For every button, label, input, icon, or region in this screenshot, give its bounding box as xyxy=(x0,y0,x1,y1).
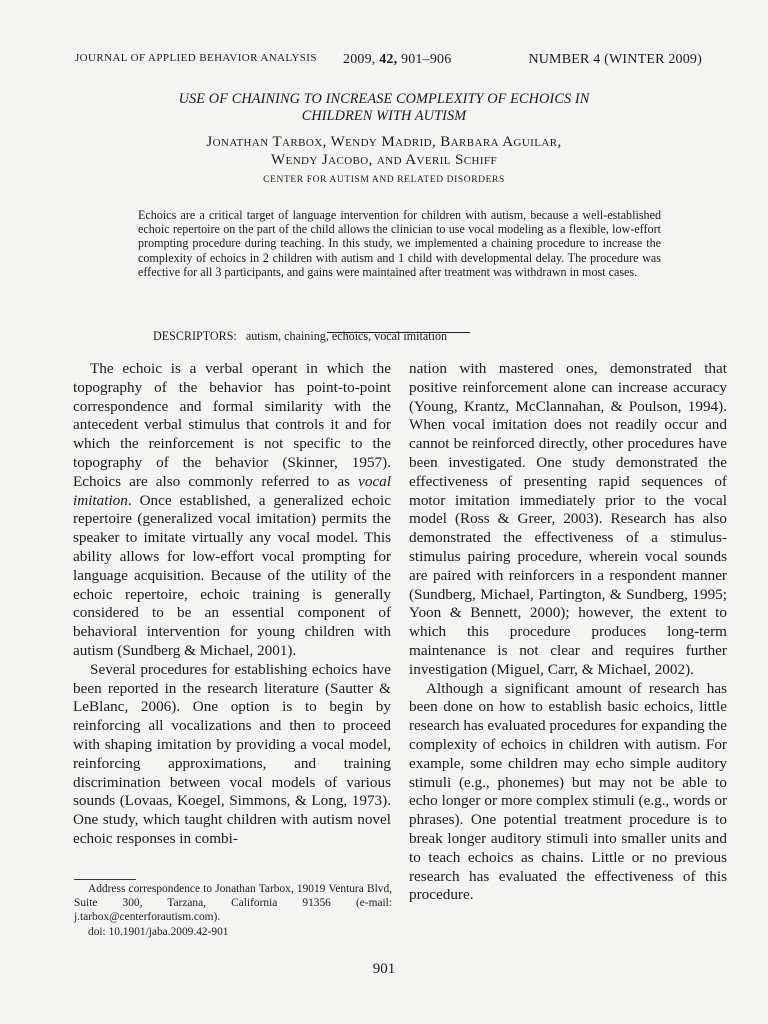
correspondence-address: Address correspondence to Jonathan Tarbox, 19019 Ventura Blvd, Suite 300, Tarzana, California 91356 (e-mail: j.tarbox@centerforautism.com). xyxy=(74,883,392,924)
page-number: 901 xyxy=(372,961,396,977)
paragraph: Although a significant amount of research has been done on how to establish basic echoics, little research has evaluated procedures for expanding the complexity of echoics in children with autism. For example, some children may echo simple auditory stimuli (e.g., phonemes) but may not be able to echo longer or more complex stimuli (e.g., words or phrases). One potential treatment procedure is to break longer auditory stimuli into smaller units and to teach echoics as chains. Little or no previous research has evaluated the effectiveness of this procedure. xyxy=(409,679,727,904)
footnote xyxy=(74,882,392,939)
title-line-1: USE OF CHAINING TO INCREASE COMPLEXITY OF ECHOICS IN xyxy=(178,91,590,107)
body-column-right xyxy=(409,360,727,905)
doi: doi: 10.1901/jaba.2009.42-901 xyxy=(88,925,229,938)
paragraph-text: . Once established, a generalized echoic repertoire (generalized vocal imitation) permits the speaker to imitate virtually any vocal model. This ability allows for low-effort vocal prompting for language acquisition. Because of the utility of the echoic repertoire, echoic training is generally considered to be an essential component of behavioral intervention for young children with autism (Sundberg & Michael, 2001). xyxy=(73,491,391,659)
descriptors-label: DESCRIPTORS: xyxy=(153,329,237,343)
paragraph: Several procedures for establishing echoics have been reported in the research literature (Sautter & LeBlanc, 2006). One option is to begin by reinforcing all vocalizations and then to proceed with shaping imitation by providing a vocal model, reinforcing approximations, and training discrimination between vocal models of various sounds (Lovaas, Koegel, Simmons, & Long, 1973). One study, which taught children with autism novel echoic responses in combi- xyxy=(73,660,391,847)
year: 2009, xyxy=(343,52,376,67)
article-title xyxy=(60,91,708,124)
volume: 42, xyxy=(379,52,398,67)
emphasized-term: vocal imitation xyxy=(73,472,391,509)
paragraph xyxy=(73,360,391,661)
descriptors-terms: autism, chaining, echoics, vocal imitation xyxy=(245,329,448,343)
affiliation: CENTER FOR AUTISM AND RELATED DISORDERS xyxy=(263,175,505,185)
journal-name: JOURNAL OF APPLIED BEHAVIOR ANALYSIS xyxy=(75,52,317,64)
title-line-2: CHILDREN WITH AUTISM xyxy=(301,107,467,124)
volume-info xyxy=(343,52,451,68)
author-list xyxy=(60,133,708,169)
footnote-divider xyxy=(74,879,136,880)
body-column-left xyxy=(73,360,391,849)
paragraph-text: The echoic is a verbal operant in which the topography of the behavior has point-to-point correspondence and formal similarity with the antecedent verbal stimulus that controls it and for which the reinforcement is not specific to the topography of the behavior (Skinner, 1957). Echoics are also commonly referred to as xyxy=(73,360,391,490)
paragraph: nation with mastered ones, demonstrated that positive reinforcement alone can increase accuracy (Young, Krantz, McClannahan, & Poulson, 1994). When vocal imitation does not readily occur and cannot be reinforced directly, other procedures have been investigated. One study demonstrated the effectiveness of presenting rapid sequences of motor imitation immediately prior to the vocal model (Ross & Greer, 2003). Research has also demonstrated the effectiveness of a stimulus-stimulus pairing procedure, wherein vocal sounds are paired with reinforcers in a respondent manner (Sundberg, Michael, Partington, & Sundberg, 1995; Yoon & Bennett, 2000); however, the extent to which this procedure produces long-term maintenance is not clear and requires further investigation (Miguel, Carr, & Michael, 2002). xyxy=(409,360,727,678)
abstract: Echoics are a critical target of language intervention for children with autism, because a well-established echoic repertoire on the part of the child allows the clinician to use vocal modeling as a flexible, low-effort prompting procedure during teaching. In this study, we implemented a chaining procedure to increase the complexity of echoics in 2 children with autism and 1 child with developmental delay. The procedure was effective for all 3 participants, and gains were maintained after treatment was withdrawn in most cases. xyxy=(138,208,661,279)
page-range: 901–906 xyxy=(401,52,452,67)
authors-line-1: Jonathan Tarbox, Wendy Madrid, Barbara Aguilar, xyxy=(206,134,562,150)
issue-number: NUMBER 4 (WINTER 2009) xyxy=(528,52,702,67)
authors-line-2: Wendy Jacobo, and Averil Schiff xyxy=(271,152,497,168)
section-divider xyxy=(327,332,470,333)
